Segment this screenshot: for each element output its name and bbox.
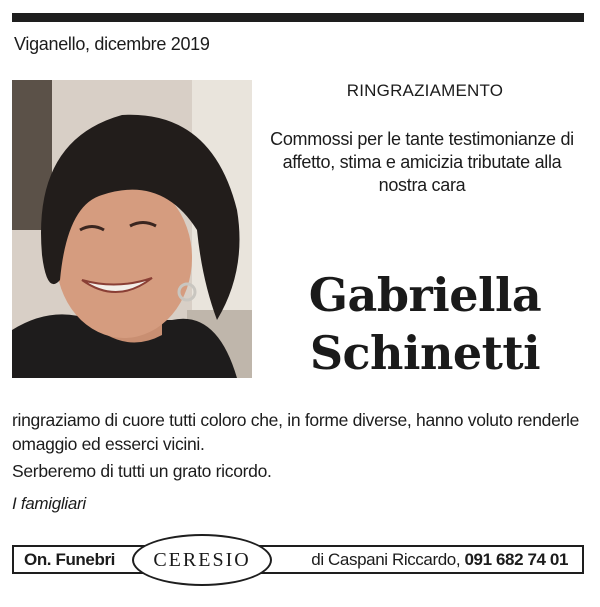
funeral-label: On. Funebri: [24, 550, 115, 569]
funeral-home-footer: [12, 545, 584, 574]
deceased-last-name: Schinetti: [309, 326, 541, 380]
funeral-contact: [311, 550, 568, 570]
logo-text: CERESIO: [153, 548, 251, 571]
funeral-owner: di Caspani Riccardo,: [311, 550, 461, 569]
signature: I famigliari: [12, 494, 86, 513]
place-date: Viganello, dicembre 2019: [14, 34, 210, 54]
intro-text: Commossi per le tante testimonianze di affetto, stima e amicizia tributate alla nostra cara: [270, 129, 574, 195]
portrait-photo: [12, 80, 252, 378]
deceased-first-name: Gabriella: [308, 268, 542, 322]
ceresio-logo: [132, 534, 272, 586]
closing-text: Serberemo di tutti un grato ricordo.: [12, 461, 272, 481]
top-rule: [12, 13, 584, 22]
funeral-phone: 091 682 74 01: [464, 550, 568, 569]
thanks-text: ringraziamo di cuore tutti coloro che, in forme diverse, hanno voluto renderle omaggio ed esserci vicini.: [12, 410, 580, 454]
notice-heading: RINGRAZIAMENTO: [346, 81, 504, 100]
